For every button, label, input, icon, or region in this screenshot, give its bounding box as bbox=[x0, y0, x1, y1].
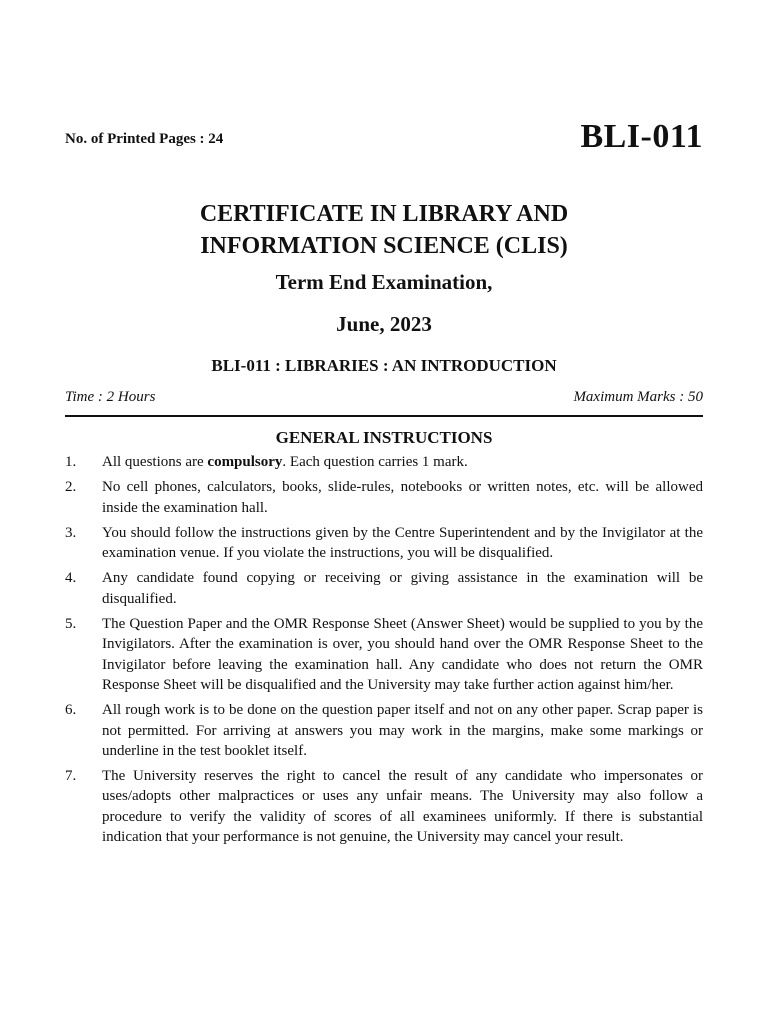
instruction-text: Any candidate found copying or receiving or giving assistance in the examination will be disqualified. bbox=[102, 570, 703, 607]
instruction-text: All rough work is to be done on the question paper itself and not on any other paper. Scrap paper is not permitted. For arriving at answers you may work in the margins, make some markings or underline in the test booklet itself. bbox=[102, 702, 703, 759]
exam-subtitle: Term End Examination, bbox=[275, 270, 493, 294]
instruction-item bbox=[65, 766, 703, 847]
instruction-item bbox=[65, 477, 703, 518]
instruction-text: No cell phones, calculators, books, slide-rules, notebooks or written notes, etc. will be allowed inside the examination hall. bbox=[102, 479, 703, 516]
instruction-item bbox=[65, 523, 703, 564]
instruction-item bbox=[65, 700, 703, 761]
instruction-number: 1. bbox=[65, 454, 77, 470]
instruction-item bbox=[65, 568, 703, 609]
instructions-list bbox=[65, 452, 703, 852]
instruction-text-part: . Each question carries 1 mark. bbox=[282, 454, 468, 470]
programme-title-line-1: CERTIFICATE IN LIBRARY AND bbox=[199, 201, 569, 227]
instruction-item bbox=[65, 452, 703, 472]
instruction-text-part: All questions are bbox=[102, 454, 208, 470]
time-allowed: Time : 2 Hours bbox=[65, 389, 156, 405]
programme-title bbox=[0, 198, 768, 262]
instructions-heading: GENERAL INSTRUCTIONS bbox=[275, 428, 493, 447]
instruction-text bbox=[102, 452, 703, 472]
instruction-item bbox=[65, 614, 703, 695]
course-title: BLI-011 : LIBRARIES : AN INTRODUCTION bbox=[211, 356, 557, 375]
instruction-text: You should follow the instructions given by the Centre Superintendent and by the Invigilator at the examination venue. If you violate the instructions, you will be disqualified. bbox=[102, 524, 703, 562]
instruction-text: The University reserves the right to cancel the result of any candidate who impersonates or uses/adopts other malpractices or uses any unfair means. The University may also follow a procedure to verify the validity of scores of all examinees uniformly. If there is substantial indication that your performance is not genuine, the University may cancel your result. bbox=[102, 768, 703, 846]
time-marks-bar bbox=[65, 389, 703, 417]
page-header bbox=[65, 112, 703, 156]
printed-pages-count: No. of Printed Pages : 24 bbox=[65, 131, 224, 147]
exam-date: June, 2023 bbox=[336, 312, 432, 336]
instruction-number: 5. bbox=[65, 616, 77, 633]
maximum-marks: Maximum Marks : 50 bbox=[573, 389, 703, 405]
instruction-number: 6. bbox=[65, 702, 77, 719]
programme-title-line-2: INFORMATION SCIENCE (CLIS) bbox=[200, 233, 568, 259]
instruction-text: The Question Paper and the OMR Response Sheet (Answer Sheet) would be supplied to you by the Invigilators. After the examination is over, you should hand over the OMR Response Sheet to the Invigilator before leaving the examination hall. Any candidate who does not return the OMR Response Sheet will be disqualified and the University may take further action against him/her. bbox=[102, 616, 703, 693]
instruction-number: 3. bbox=[65, 524, 77, 541]
instruction-number: 7. bbox=[65, 768, 77, 785]
instruction-number: 2. bbox=[65, 479, 77, 496]
instruction-number: 4. bbox=[65, 570, 77, 587]
instruction-emphasis: compulsory bbox=[207, 454, 283, 470]
paper-code: BLI-011 bbox=[580, 118, 703, 155]
